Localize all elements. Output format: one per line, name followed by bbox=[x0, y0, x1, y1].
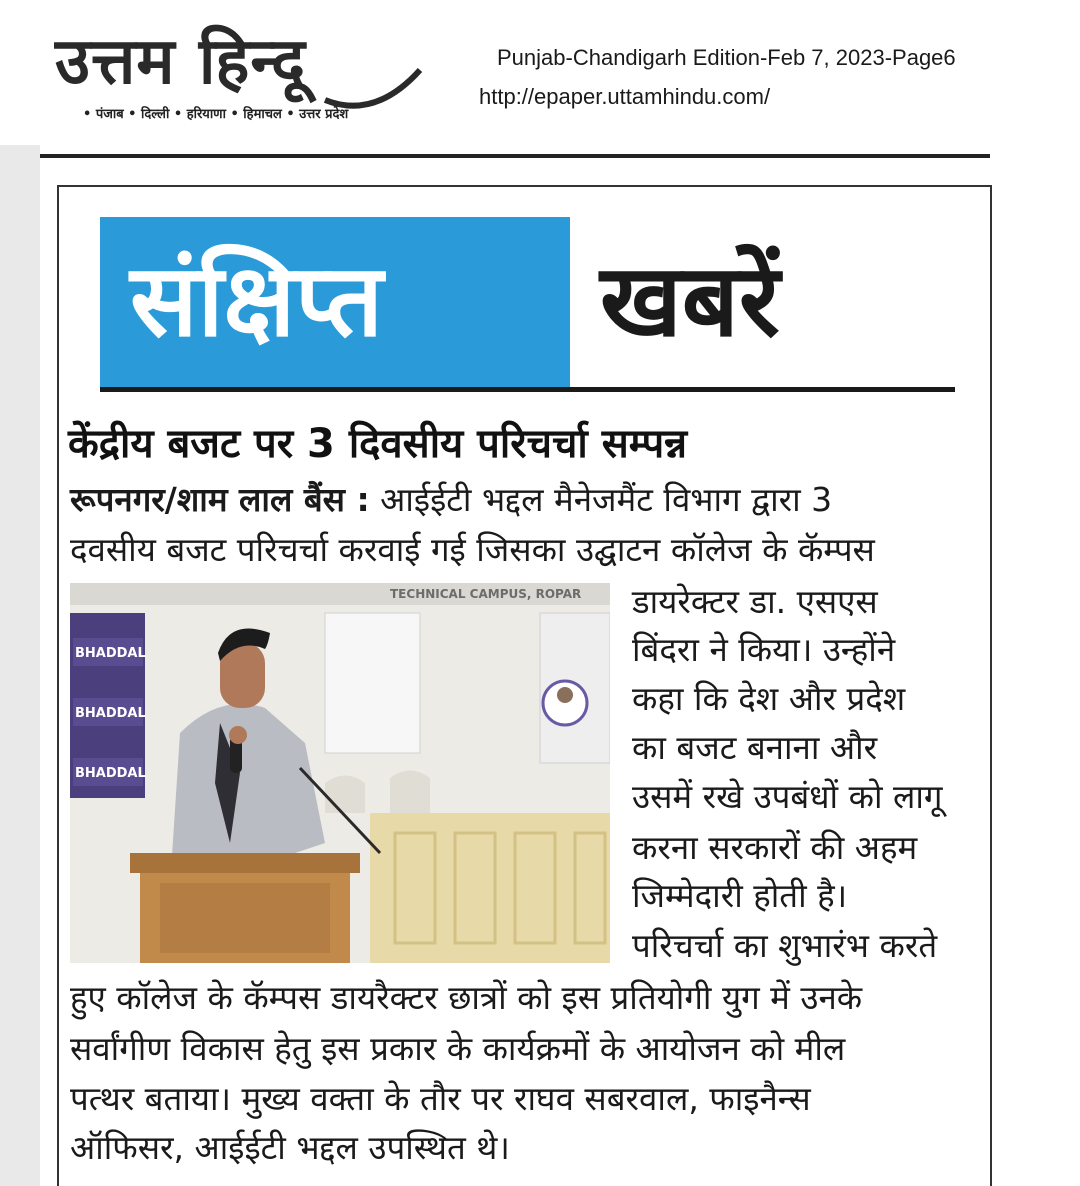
section-banner bbox=[100, 217, 960, 392]
article-line: दवसीय बजट परिचर्चा करवाई गई जिसका उद्घाटन कॉलेज के कॅम्पस bbox=[70, 530, 875, 569]
article-line: पत्थर बताया। मुख्य वक्ता के तौर पर राघव सबरवाल, फाइनैन्स bbox=[70, 1079, 811, 1118]
section-word-1: संक्षिप्त bbox=[130, 242, 383, 359]
article-line: परिचर्चा का शुभारंभ करते bbox=[632, 926, 938, 965]
logo-title: उत्तम हिन्दू bbox=[55, 25, 307, 99]
article-line: हुए कॉलेज के कॅम्पस डायरैक्टर छात्रों को इस प्रतियोगी युग में उनके bbox=[70, 978, 863, 1017]
article-line: कहा कि देश और प्रदेश bbox=[632, 679, 906, 718]
epaper-url[interactable]: http://epaper.uttamhindu.com/ bbox=[479, 84, 771, 109]
event-photo bbox=[70, 583, 610, 963]
edition-info: Punjab-Chandigarh Edition-Feb 7, 2023-Page6 bbox=[497, 45, 956, 70]
article-byline: रूपनगर/शाम लाल बैंस : bbox=[70, 480, 370, 519]
section-word-2: खबरें bbox=[600, 242, 780, 359]
article-line: डायरेक्टर डा. एसएस bbox=[632, 582, 878, 621]
article-line bbox=[70, 478, 832, 522]
article-line: उसमें रखे उपबंधों को लागू bbox=[632, 777, 943, 816]
article-line: सर्वांगीण विकास हेतु इस प्रकार के कार्यक्रमों के आयोजन को मील bbox=[70, 1029, 846, 1068]
photo-banner-text: BHADDAL bbox=[75, 706, 146, 721]
banner-rule bbox=[100, 387, 955, 392]
logo-states: • पंजाब • दिल्ली • हरियाणा • हिमाचल • उत्तर प्रदेश bbox=[83, 107, 349, 122]
speaker-image bbox=[70, 583, 610, 963]
article-line: बिंदरा ने किया। उन्होंने bbox=[632, 630, 896, 669]
newspaper-logo bbox=[55, 22, 425, 122]
photo-banner-text: BHADDAL bbox=[75, 766, 146, 781]
page-gutter bbox=[0, 145, 40, 1186]
article-line: ऑफिसर, आईईटी भद्दल उपस्थित थे। bbox=[70, 1128, 510, 1167]
photo-banner-text: BHADDAL bbox=[75, 646, 146, 661]
top-rule bbox=[40, 154, 990, 158]
masthead bbox=[0, 0, 1080, 145]
article-headline: केंद्रीय बजट पर 3 दिवसीय परिचर्चा सम्पन्न bbox=[68, 421, 688, 467]
photo-wall-text: TECHNICAL CAMPUS, ROPAR bbox=[390, 587, 582, 601]
article-line: जिम्मेदारी होती है। bbox=[632, 876, 848, 915]
article-text: आईईटी भद्दल मैनेजमैंट विभाग द्वारा 3 bbox=[380, 480, 833, 519]
article-line: का बजट बनाना और bbox=[632, 728, 878, 767]
article-line: करना सरकारों की अहम bbox=[632, 828, 918, 867]
